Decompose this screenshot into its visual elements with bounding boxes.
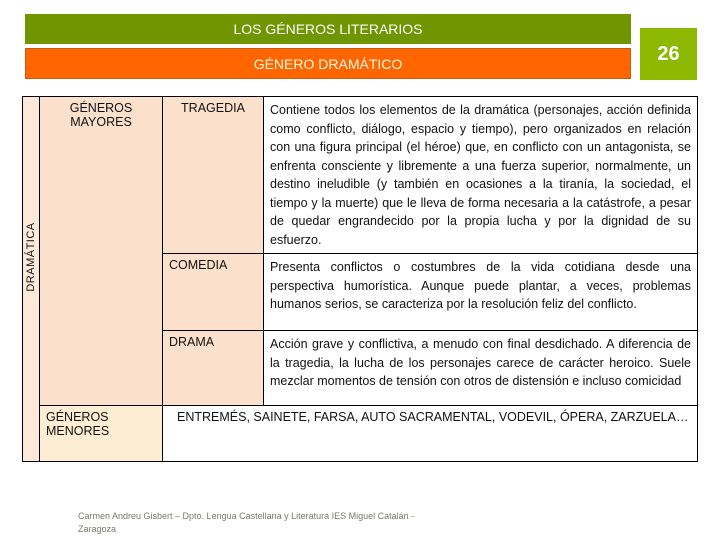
- side-label: DRAMÁTICA: [25, 222, 37, 292]
- genre-name: COMEDIA: [163, 254, 264, 331]
- subtitle-bar: [25, 48, 631, 79]
- side-label-cell: [23, 97, 40, 462]
- genres-table: [22, 96, 698, 462]
- menores-list: ENTREMÉS, SAINETE, FARSA, AUTO SACRAMENTAL, VODEVIL, ÓPERA, ZARZUELA…: [163, 406, 698, 462]
- genre-name: TRAGEDIA: [163, 97, 264, 254]
- genre-description: Presenta conflictos o costumbres de la vida cotidiana desde una perspectiva humorística. Aunque puede plantar, a veces, problemas humanos serios, se caracteriza por la resolución feliz del conflicto.: [264, 254, 698, 331]
- main-title: LOS GÉNEROS LITERARIOS: [233, 21, 423, 37]
- genre-description: Contiene todos los elementos de la dramática (personajes, acción definida como conflicto, diálogo, espacio y tiempo), pero organizados en relación con una figura principal (el héroe) que, en conflicto con un antagonista, se enfrenta consciente y libremente a una fuerza superior, normalmente, un destino ineludible (y también en ocasiones a la tiranía, la sociedad, el tiempo y la muerte) que le lleva de forma necesaria a la catástrofe, a pesar de quedar engrandecido por la propia lucha y por la dignidad de su esfuerzo.: [264, 97, 698, 254]
- menores-cell: GÉNEROS MENORES: [40, 406, 163, 462]
- genre-name: DRAMA: [163, 331, 264, 406]
- page-number-badge: 26: [640, 28, 697, 80]
- footer-credit: Carmen Andreu Gisbert – Dpto. Lengua Castellana y Literatura IES Miguel Catalán - Zaragoza: [78, 511, 415, 534]
- main-title-bar: [25, 14, 631, 44]
- subtitle: GÉNERO DRAMÁTICO: [253, 55, 403, 72]
- table-row: [23, 97, 698, 254]
- table-row: [23, 406, 698, 462]
- genre-description: Acción grave y conflictiva, a menudo con final desdichado. A diferencia de la tragedia, la lucha de los personajes carece de carácter heroico. Suele mezclar momentos de tensión con otros de distensión e incluso comicidad: [264, 331, 698, 406]
- mayores-cell: GÉNEROS MAYORES: [40, 97, 163, 406]
